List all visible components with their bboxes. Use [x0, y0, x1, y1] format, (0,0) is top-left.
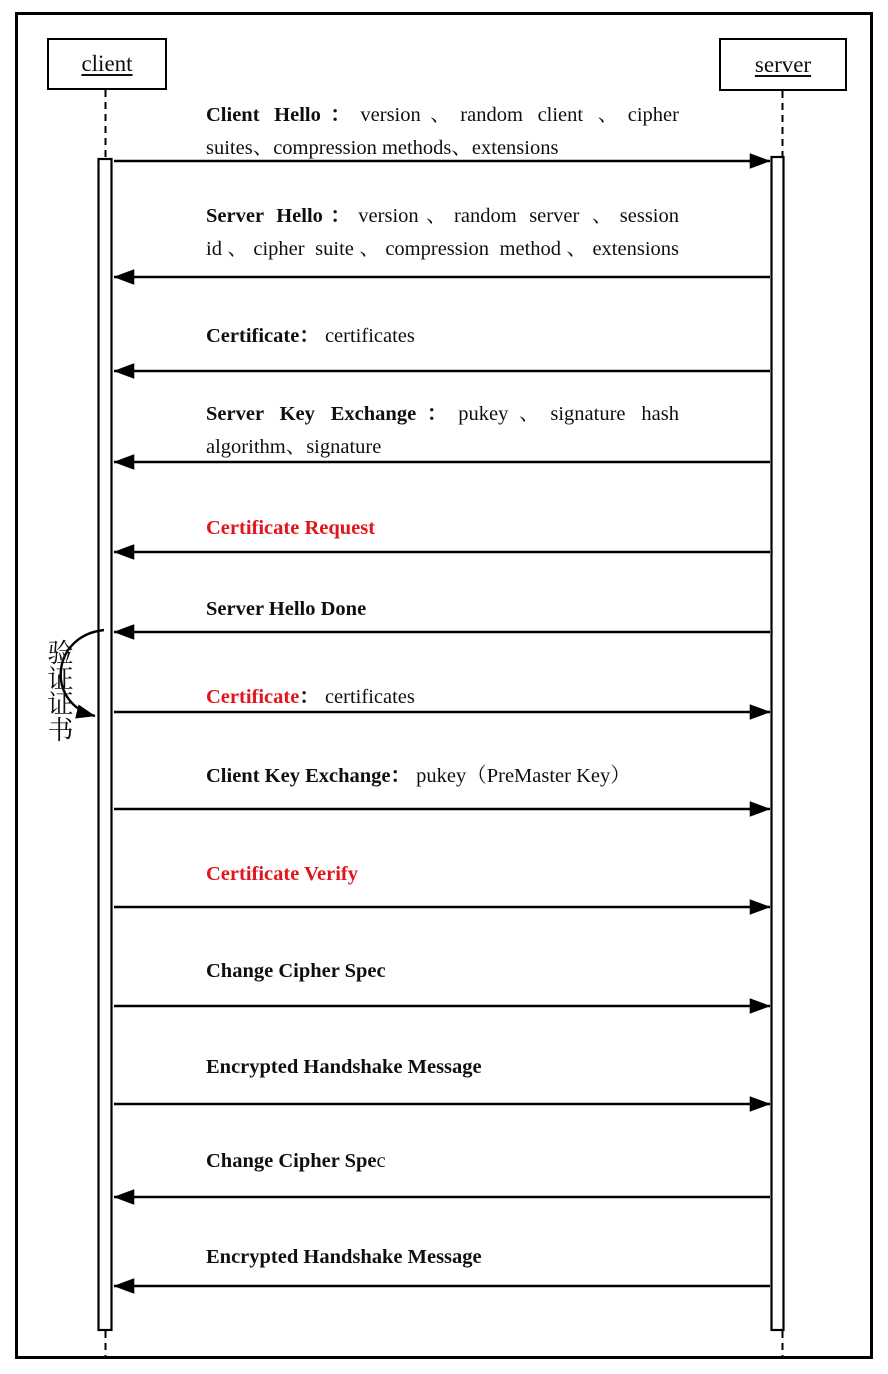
server-activation-bar [772, 157, 784, 1330]
message-text-segment: Certificate [206, 686, 300, 708]
message-1-line-1 [206, 99, 679, 132]
side-note-verify-certificate: 验证证书 [47, 639, 74, 745]
message-text-segment: c [376, 1150, 386, 1172]
message-text-segment: pukey、signature hash [458, 403, 679, 425]
message-text-segment: certificates [319, 686, 415, 708]
message-7-label [206, 681, 679, 714]
message-text-segment: certificates [319, 325, 415, 347]
message-13-line-1 [206, 1241, 679, 1274]
message-text-segment: id、cipher suite、compression method、extensions [206, 238, 679, 260]
participant-label-client: client [81, 51, 133, 76]
message-12-label [206, 1145, 679, 1178]
message-8-label [206, 760, 679, 793]
message-text-segment: Client Key Exchange： [206, 765, 411, 787]
message-6-label [206, 593, 679, 626]
message-text-segment: ： [299, 686, 320, 708]
message-13-label [206, 1241, 679, 1274]
message-text-segment: Certificate Request [206, 517, 376, 539]
message-8-line-1 [206, 760, 679, 793]
message-text-segment: Change Cipher Spe [206, 1150, 377, 1172]
message-text-segment: Certificate： [206, 325, 320, 347]
message-text-segment: version、random server 、session [358, 205, 679, 227]
client-activation-bar [99, 159, 112, 1330]
message-text-segment: version、random client 、cipher [360, 104, 679, 126]
message-text-segment: Certificate Verify [206, 863, 358, 885]
message-10-line-1 [206, 955, 679, 988]
message-4-label [206, 398, 679, 464]
message-3-line-1 [206, 320, 679, 353]
message-text-segment: suites、compression methods、extensions [206, 137, 559, 159]
message-text-segment: Server Hello： [206, 205, 359, 227]
message-9-line-1 [206, 858, 679, 891]
message-11-label [206, 1051, 679, 1084]
participant-label-server: server [754, 51, 812, 77]
message-text-segment: Encrypted Handshake Message [206, 1056, 482, 1078]
message-5-line-1 [206, 512, 679, 545]
message-5-label [206, 512, 679, 545]
message-1-line-2 [206, 132, 679, 165]
message-7-line-1 [206, 681, 679, 714]
message-6-line-1 [206, 593, 679, 626]
message-4-line-1 [206, 398, 679, 431]
message-text-segment: pukey（PreMaster Key） [411, 765, 631, 787]
message-text-segment: algorithm、signature [206, 436, 382, 458]
message-12-line-1 [206, 1145, 679, 1178]
message-9-label [206, 858, 679, 891]
message-text-segment: Client Hello： [206, 104, 361, 126]
message-text-segment: Server Hello Done [206, 598, 367, 620]
message-text-segment: Encrypted Handshake Message [206, 1246, 482, 1268]
message-text-segment: Change Cipher Spec [206, 960, 386, 982]
message-2-line-2 [206, 233, 679, 266]
message-11-line-1 [206, 1051, 679, 1084]
message-2-label [206, 200, 679, 266]
message-3-label [206, 320, 679, 353]
message-4-line-2 [206, 431, 679, 464]
message-text-segment: Server Key Exchange： [206, 403, 459, 425]
message-1-label [206, 99, 679, 165]
message-10-label [206, 955, 679, 988]
message-2-line-1 [206, 200, 679, 233]
